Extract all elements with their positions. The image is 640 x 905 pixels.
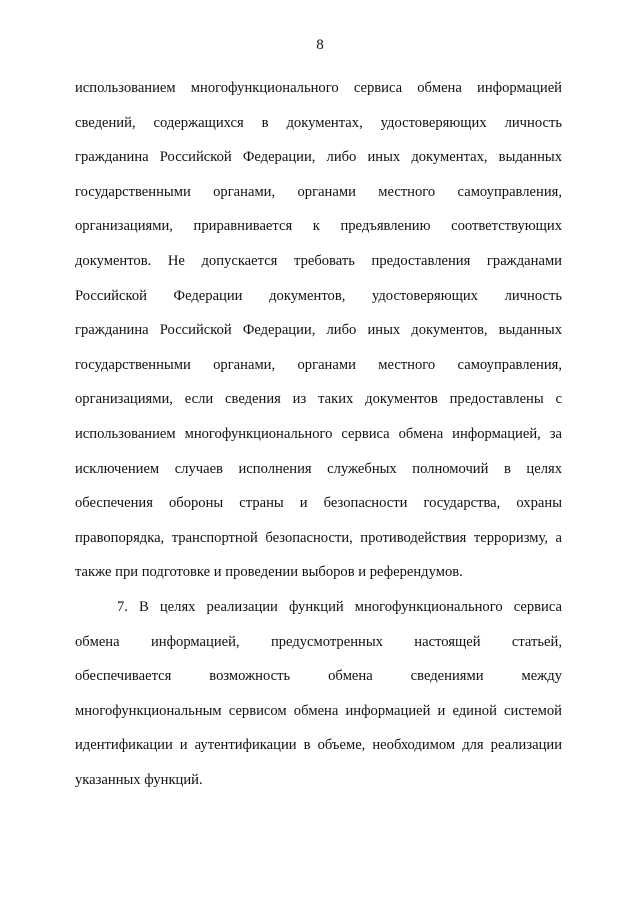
text-line: организациями, если сведения из таких документов предоставлены с	[75, 391, 562, 408]
text-line: идентификации и аутентификации в объеме, необходимом для реализации	[75, 737, 562, 754]
text-line: использованием многофункционального сервиса обмена информацией, за	[75, 425, 562, 442]
text-line: использованием многофункционального сервиса обмена информацией	[75, 80, 562, 96]
text-line: гражданина Российской Федерации, либо иных документах, выданных	[75, 149, 562, 166]
text-line: сведений, содержащихся в документах, удостоверяющих личность	[75, 114, 562, 131]
page-number: 8	[316, 37, 324, 53]
body-text	[75, 71, 562, 797]
text-line: государственными органами, органами местного самоуправления,	[75, 356, 562, 373]
text-line: также при подготовке и проведении выборов и референдумов.	[75, 564, 463, 581]
text-line: исключением случаев исполнения служебных полномочий в целях	[75, 460, 562, 477]
text-line: многофункциональным сервисом обмена информацией и единой системой	[75, 702, 562, 719]
paragraph-continuation	[75, 71, 562, 590]
text-line: документов. Не допускается требовать предоставления гражданами	[75, 252, 562, 269]
text-line: организациями, приравнивается к предъявлению соответствующих	[75, 218, 562, 235]
text-line: государственными органами, органами местного самоуправления,	[75, 183, 562, 200]
text-line: обеспечивается возможность обмена сведениями между	[75, 668, 562, 685]
text-line: указанных функций.	[75, 771, 203, 788]
text-line: правопорядка, транспортной безопасности, противодействия терроризму, а	[75, 529, 562, 546]
paragraph-item-7	[75, 590, 562, 798]
text-line: гражданина Российской Федерации, либо иных документов, выданных	[75, 322, 562, 339]
text-line: обмена информацией, предусмотренных настоящей статьей,	[75, 633, 562, 650]
text-line: Российской Федерации документов, удостоверяющих личность	[75, 287, 562, 304]
text-line: обеспечения обороны страны и безопасности государства, охраны	[75, 495, 562, 512]
text-line: 7. В целях реализации функций многофункционального сервиса	[117, 598, 562, 615]
